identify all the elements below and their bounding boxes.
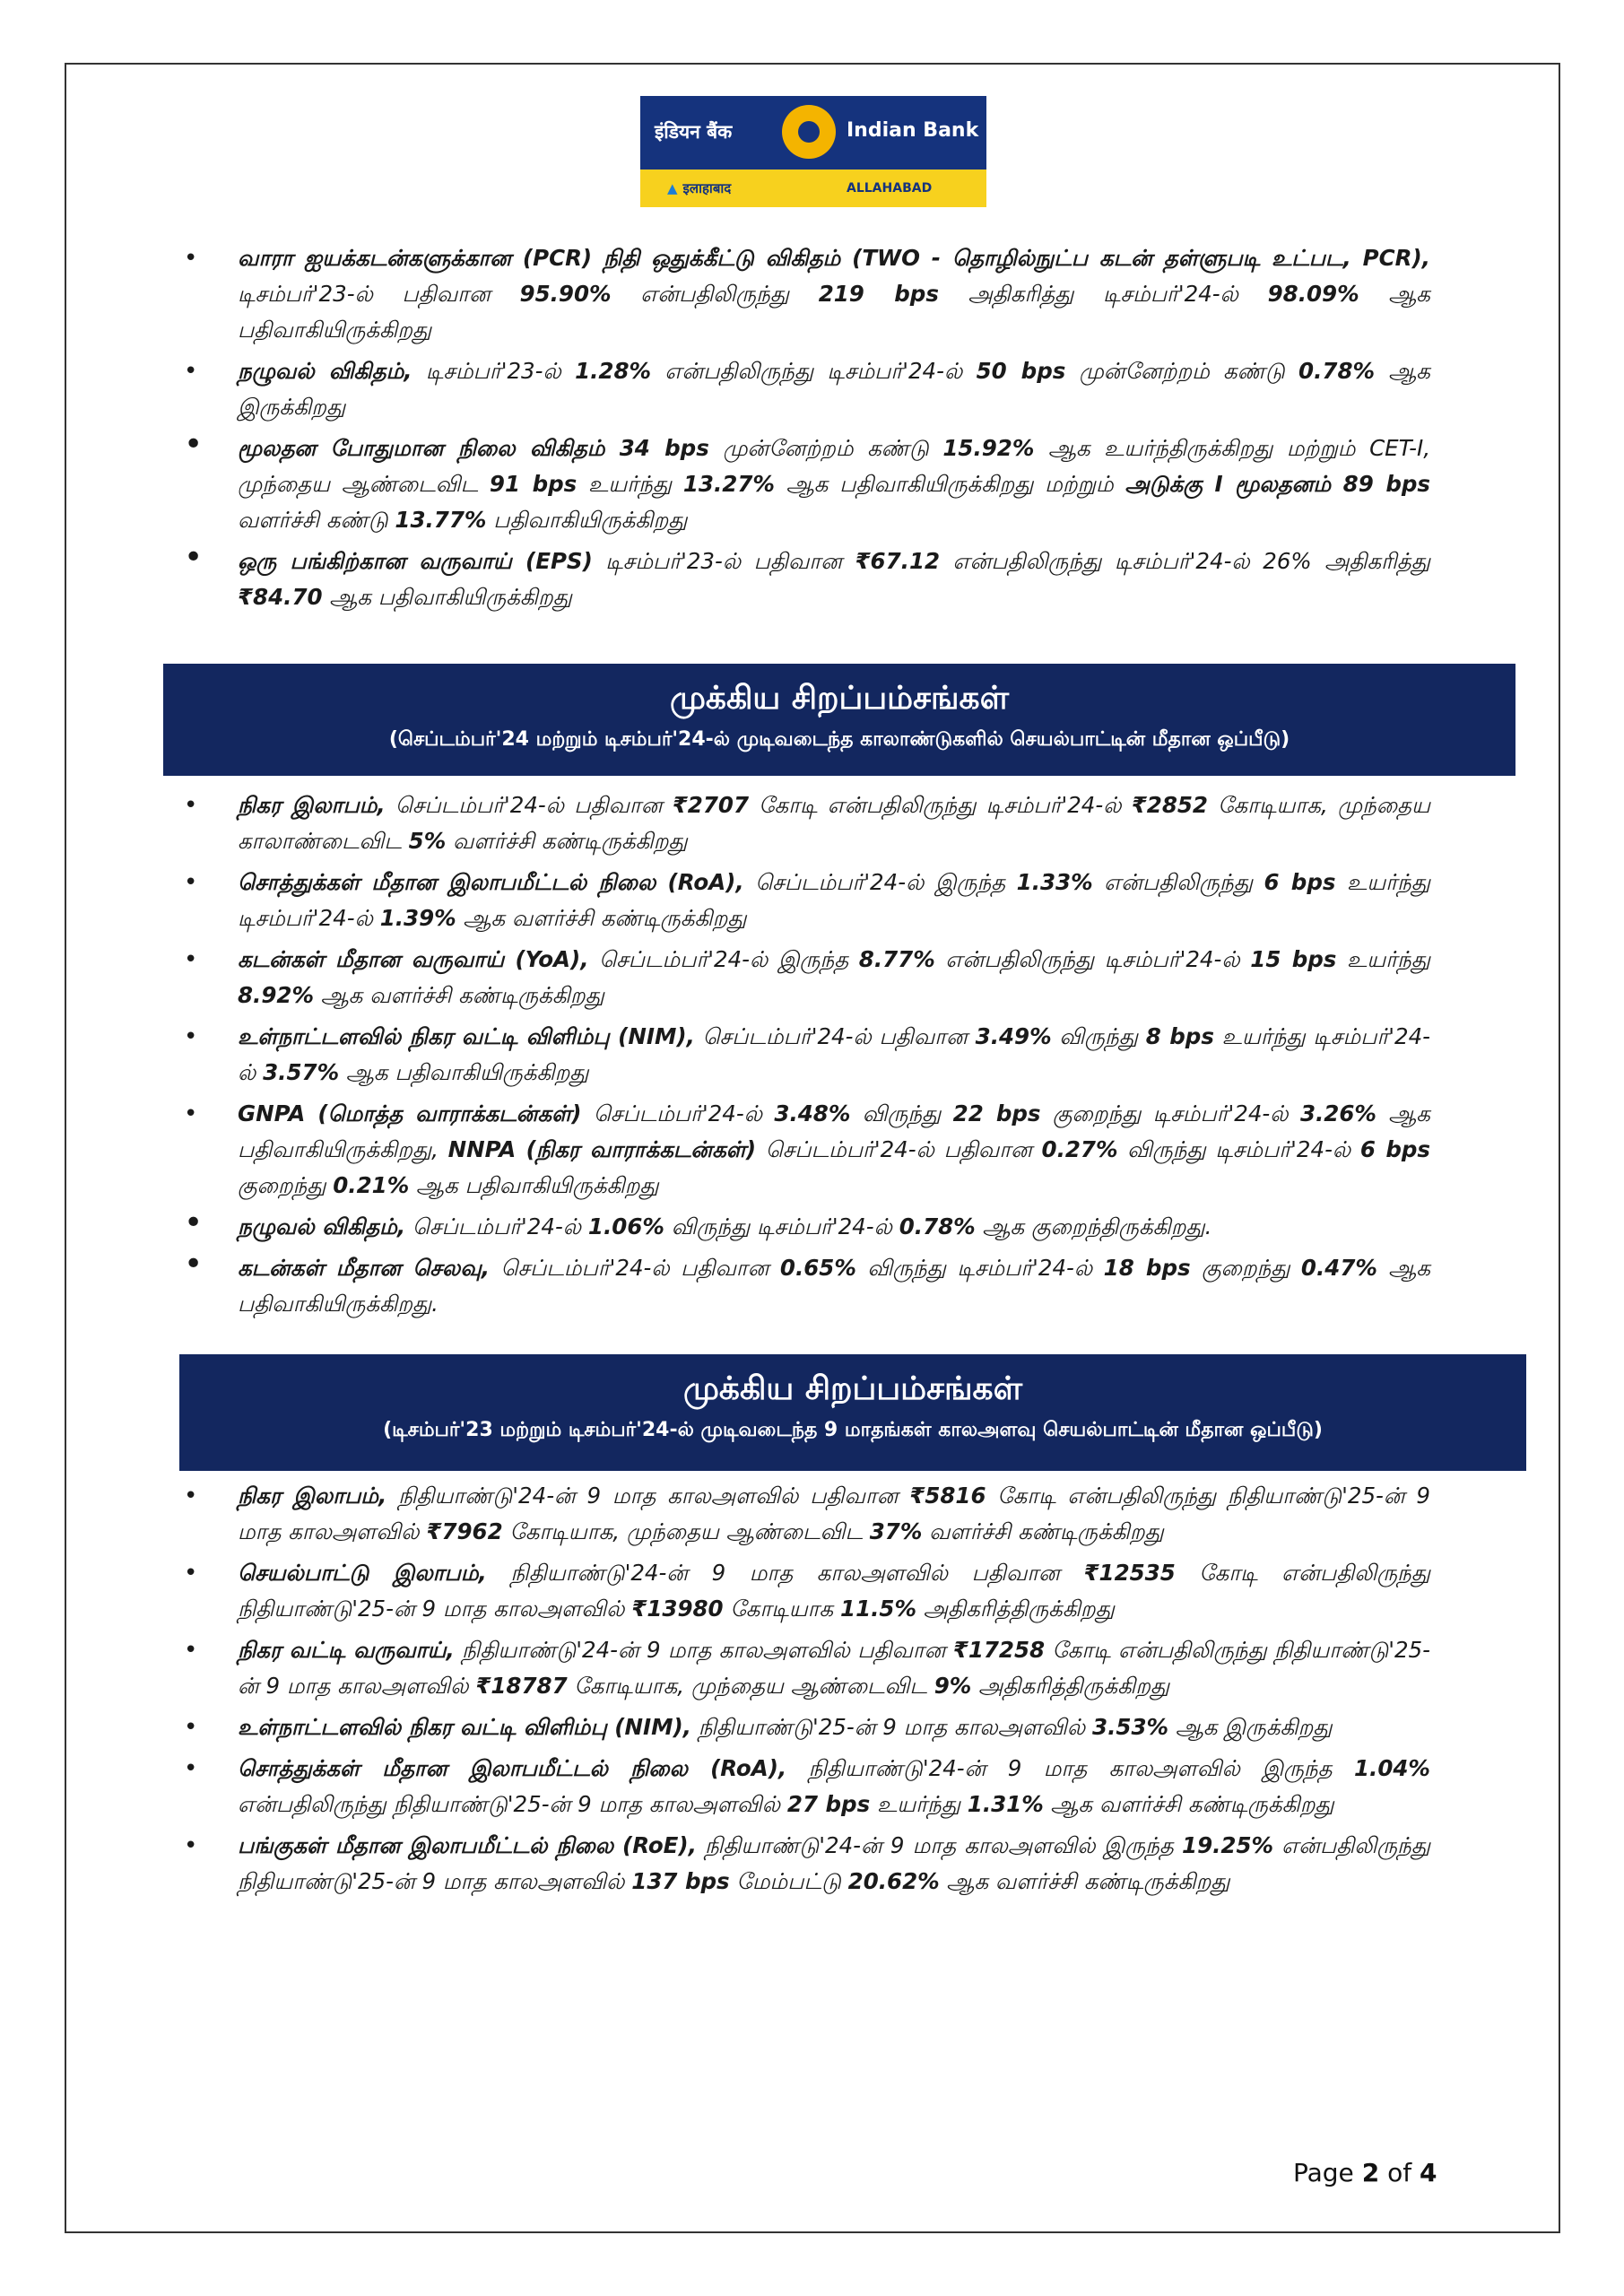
logo-hindi-text: इंडियन बैंक <box>655 121 733 143</box>
list-item: • GNPA (மொத்த வாராக்கடன்கள்) செப்டம்பர்'24-ல் 3.48% விருந்து 22 bps குறைந்து டிசம்பர்'24-ல் 3.26% ஆக பதிவாகியிருக்கிறது, NNPA (நிகர வாராக்கடன்கள்) செப்டம்பர்'24-ல் பதிவான 0.27% விருந்து டிசம்பர்'24-ல் 6 bps குறைந்து 0.21% ஆக பதிவாகியிருக்கிறது <box>188 1096 1430 1204</box>
section-banner-quarterly <box>163 664 1515 776</box>
banner-subtitle: (செப்டம்பர்'24 மற்றும் டிசம்பர்'24-ல் முடிவடைந்த காலாண்டுகளில் செயல்பாட்டின் மீதான ஒப்பீடு) <box>388 728 1290 751</box>
list-item: • கடன்கள் மீதான செலவு, செப்டம்பர்'24-ல் பதிவான 0.65% விருந்து டிசம்பர்'24-ல் 18 bps குறைந்து 0.47% ஆக பதிவாகியிருக்கிறது. <box>188 1250 1430 1322</box>
list-item: • வாரா ஐயக்கடன்களுக்கான (PCR) நிதி ஒதுக்கீட்டு விகிதம் (TWO - தொழில்நுட்ப கடன் தள்ளுபடி உட்பட, PCR), டிசம்பர்'23-ல் பதிவான 95.90% என்பதிலிருந்து 219 bps அதிகரித்து டிசம்பர்'24-ல் 98.09% ஆக பதிவாகியிருக்கிறது <box>188 240 1430 348</box>
banner-subtitle: (டிசம்பர்'23 மற்றும் டிசம்பர்'24-ல் முடிவடைந்த 9 மாதங்கள் காலஅளவு செயல்பாட்டின் மீதான ஒப்பீடு) <box>383 1419 1323 1441</box>
highlights-list-quarterly <box>188 787 1430 1327</box>
logo-english-text: Indian Bank <box>847 119 979 142</box>
list-item: • நழுவல் விகிதம், டிசம்பர்'23-ல் 1.28% என்பதிலிருந்து டிசம்பர்'24-ல் 50 bps முன்னேற்றம் கண்டு 0.78% ஆக இருக்கிறது <box>188 353 1430 425</box>
logo-allahabad-hindi-label: इलाहाबाद <box>682 180 732 196</box>
banner-title: முக்கிய சிறப்பம்சங்கள் <box>669 680 1010 717</box>
page-number <box>1293 2158 1437 2187</box>
list-item: • கடன்கள் மீதான வருவாய் (YoA), செப்டம்பர்'24-ல் இருந்த 8.77% என்பதிலிருந்து டிசம்பர்'24-ல் 15 bps உயர்ந்து 8.92% ஆக வளர்ச்சி கண்டிருக்கிறது <box>188 942 1430 1013</box>
list-item: • செயல்பாட்டு இலாபம், நிதியாண்டு'24-ன் 9 மாத காலஅளவில் பதிவான ₹12535 கோடி என்பதிலிருந்து நிதியாண்டு'25-ன் 9 மாத காலஅளவில் ₹13980 கோடியாக 11.5% அதிகரித்திருக்கிறது <box>188 1555 1430 1627</box>
indian-bank-logo <box>640 96 986 207</box>
list-item: • நிகர வட்டி வருவாய், நிதியாண்டு'24-ன் 9 மாத காலஅளவில் பதிவான ₹17258 கோடி என்பதிலிருந்து நிதியாண்டு'25-ன் 9 மாத காலஅளவில் ₹18787 கோடியாக, முந்தைய ஆண்டைவிட 9% அதிகரித்திருக்கிறது <box>188 1632 1430 1704</box>
triangle-icon: ▲ <box>667 180 678 196</box>
highlights-list-nine-months <box>188 1478 1430 1905</box>
logo-allahabad-english: ALLAHABAD <box>847 181 933 196</box>
total-pages: 4 <box>1420 2158 1437 2187</box>
list-item: • சொத்துக்கள் மீதான இலாபமீட்டல் நிலை (RoA), செப்டம்பர்'24-ல் இருந்த 1.33% என்பதிலிருந்து 6 bps உயர்ந்து டிசம்பர்'24-ல் 1.39% ஆக வளர்ச்சி கண்டிருக்கிறது <box>188 865 1430 936</box>
logo-allahabad-hindi <box>667 179 731 197</box>
list-item: • மூலதன போதுமான நிலை விகிதம் 34 bps முன்னேற்றம் கண்டு 15.92% ஆக உயர்ந்திருக்கிறது மற்றும் CET-I, முந்தைய ஆண்டைவிட 91 bps உயர்ந்து 13.27% ஆக பதிவாகியிருக்கிறது மற்றும் அடுக்கு I மூலதனம் 89 bps வளர்ச்சி கண்டு 13.77% பதிவாகியிருக்கிறது <box>188 430 1430 538</box>
list-item: • உள்நாட்டளவில் நிகர வட்டி விளிம்பு (NIM), செப்டம்பர்'24-ல் பதிவான 3.49% விருந்து 8 bps உயர்ந்து டிசம்பர்'24-ல் 3.57% ஆக பதிவாகியிருக்கிறது <box>188 1019 1430 1091</box>
bank-emblem-icon <box>782 105 836 159</box>
list-item: • நிகர இலாபம், நிதியாண்டு'24-ன் 9 மாத காலஅளவில் பதிவான ₹5816 கோடி என்பதிலிருந்து நிதியாண்டு'25-ன் 9 மாத காலஅளவில் ₹7962 கோடியாக, முந்தைய ஆண்டைவிட 37% வளர்ச்சி கண்டிருக்கிறது <box>188 1478 1430 1550</box>
page-label: Page <box>1293 2158 1354 2187</box>
list-item: • ஒரு பங்கிற்கான வருவாய் (EPS) டிசம்பர்'23-ல் பதிவான ₹67.12 என்பதிலிருந்து டிசம்பர்'24-ல் 26% அதிகரித்து ₹84.70 ஆக பதிவாகியிருக்கிறது <box>188 544 1430 615</box>
highlights-list-yearly-ratios <box>188 240 1430 621</box>
section-banner-nine-months <box>179 1354 1526 1471</box>
current-page: 2 <box>1361 2158 1380 2187</box>
banner-title: முக்கிய சிறப்பம்சங்கள் <box>682 1370 1023 1407</box>
list-item: • சொத்துக்கள் மீதான இலாபமீட்டல் நிலை (RoA), நிதியாண்டு'24-ன் 9 மாத காலஅளவில் இருந்த 1.04% என்பதிலிருந்து நிதியாண்டு'25-ன் 9 மாத காலஅளவில் 27 bps உயர்ந்து 1.31% ஆக வளர்ச்சி கண்டிருக்கிறது <box>188 1751 1430 1822</box>
list-item: • பங்குகள் மீதான இலாபமீட்டல் நிலை (RoE), நிதியாண்டு'24-ன் 9 மாத காலஅளவில் இருந்த 19.25% என்பதிலிருந்து நிதியாண்டு'25-ன் 9 மாத காலஅளவில் 137 bps மேம்பட்டு 20.62% ஆக வளர்ச்சி கண்டிருக்கிறது <box>188 1828 1430 1900</box>
list-item: • நழுவல் விகிதம், செப்டம்பர்'24-ல் 1.06% விருந்து டிசம்பர்'24-ல் 0.78% ஆக குறைந்திருக்கிறது. <box>188 1209 1430 1245</box>
list-item: • உள்நாட்டளவில் நிகர வட்டி விளிம்பு (NIM), நிதியாண்டு'25-ன் 9 மாத காலஅளவில் 3.53% ஆக இருக்கிறது <box>188 1709 1430 1745</box>
of-label: of <box>1387 2158 1412 2187</box>
list-item: • நிகர இலாபம், செப்டம்பர்'24-ல் பதிவான ₹2707 கோடி என்பதிலிருந்து டிசம்பர்'24-ல் ₹2852 கோடியாக, முந்தைய காலாண்டைவிட 5% வளர்ச்சி கண்டிருக்கிறது <box>188 787 1430 859</box>
